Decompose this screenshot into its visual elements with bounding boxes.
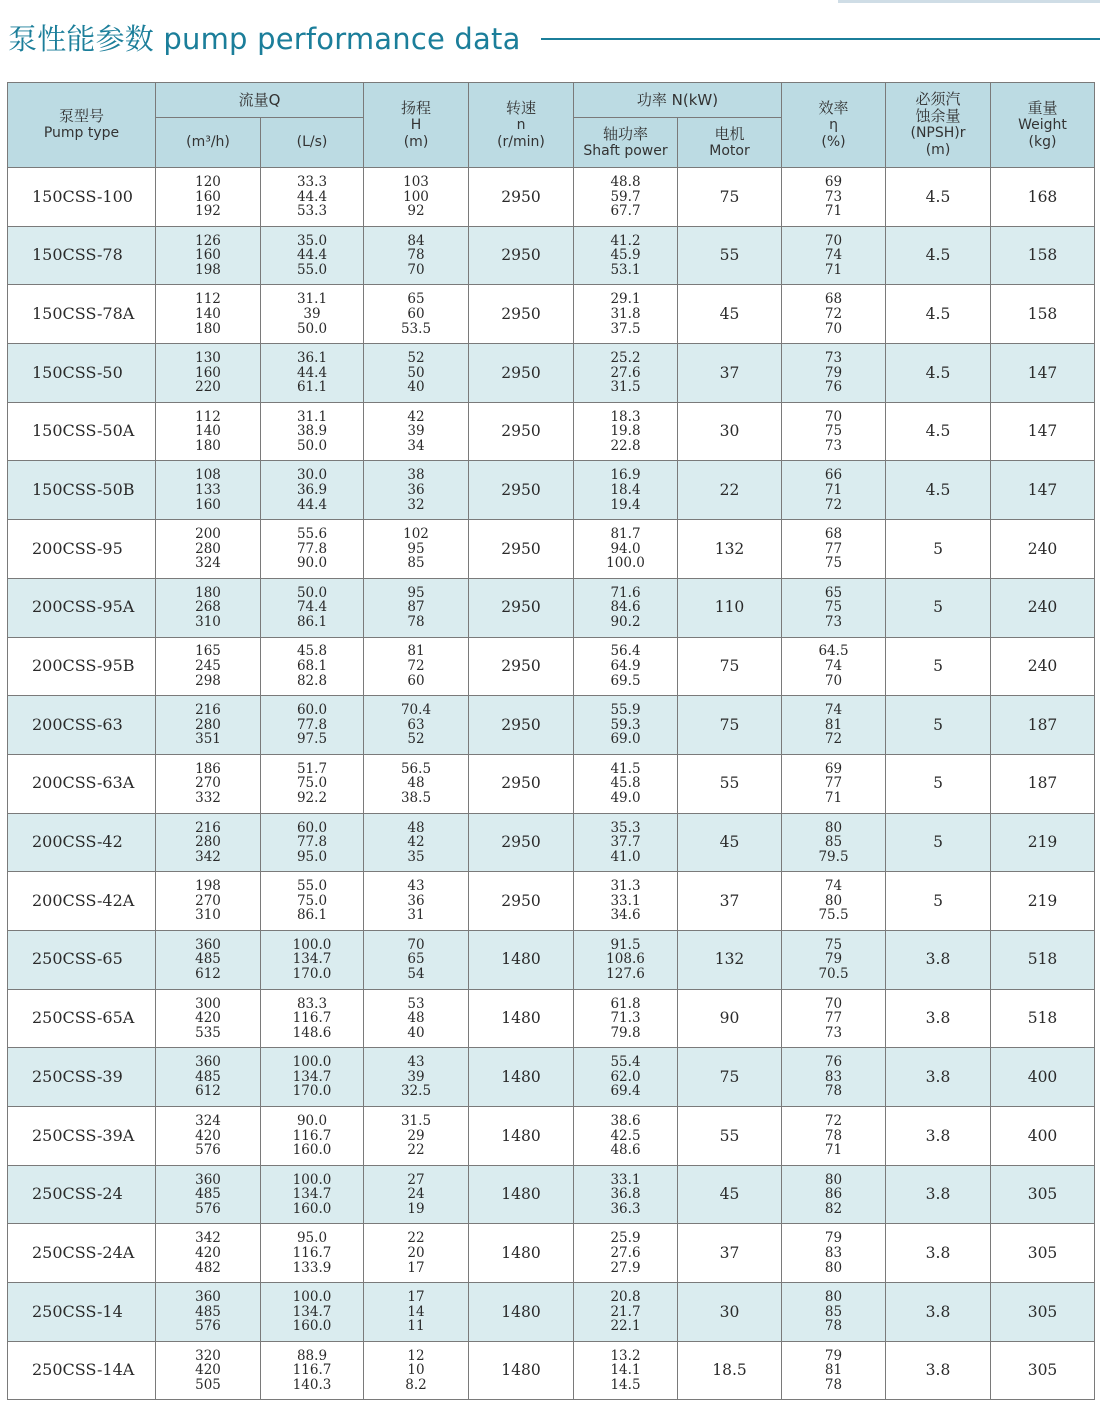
table-row <box>8 226 1095 285</box>
cell-head: 84 78 70 <box>364 226 469 285</box>
cell-efficiency: 68 77 75 <box>782 520 886 579</box>
cell-motor: 45 <box>678 285 782 344</box>
cell-motor: 30 <box>678 402 782 461</box>
header-pump-type: 泵型号 Pump type <box>8 83 156 168</box>
cell-motor: 37 <box>678 872 782 931</box>
cell-npsh: 4.5 <box>886 168 991 227</box>
cell-efficiency: 64.5 74 70 <box>782 637 886 696</box>
cell-flow-m3h: 342 420 482 <box>156 1224 261 1283</box>
cell-flow-m3h: 165 245 298 <box>156 637 261 696</box>
cell-shaft-power: 61.8 71.3 79.8 <box>574 989 678 1048</box>
title-rule <box>541 38 1100 40</box>
header-speed: 转速 n (r/min) <box>469 83 574 168</box>
cell-speed: 2950 <box>469 402 574 461</box>
cell-flow-m3h: 120 160 192 <box>156 168 261 227</box>
cell-efficiency: 76 83 78 <box>782 1048 886 1107</box>
cell-npsh: 3.8 <box>886 1283 991 1342</box>
cell-flow-m3h: 216 280 342 <box>156 813 261 872</box>
cell-motor: 75 <box>678 168 782 227</box>
cell-flow-ls: 30.0 36.9 44.4 <box>261 461 364 520</box>
cell-shaft-power: 25.9 27.6 27.9 <box>574 1224 678 1283</box>
cell-head: 17 14 11 <box>364 1283 469 1342</box>
cell-efficiency: 72 78 71 <box>782 1107 886 1166</box>
cell-npsh: 3.8 <box>886 1165 991 1224</box>
table-row <box>8 285 1095 344</box>
cell-model: 250CSS-14 <box>8 1283 156 1342</box>
table-row <box>8 1224 1095 1283</box>
cell-npsh: 5 <box>886 637 991 696</box>
top-accent-bar <box>838 0 1100 3</box>
cell-weight: 400 <box>991 1048 1095 1107</box>
cell-weight: 305 <box>991 1224 1095 1283</box>
cell-speed: 2950 <box>469 696 574 755</box>
cell-motor: 37 <box>678 344 782 403</box>
cell-shaft-power: 91.5 108.6 127.6 <box>574 930 678 989</box>
cell-model: 150CSS-78 <box>8 226 156 285</box>
cell-flow-m3h: 180 268 310 <box>156 578 261 637</box>
cell-npsh: 4.5 <box>886 344 991 403</box>
cell-efficiency: 80 85 78 <box>782 1283 886 1342</box>
table-row <box>8 402 1095 461</box>
cell-flow-ls: 55.6 77.8 90.0 <box>261 520 364 579</box>
cell-weight: 240 <box>991 578 1095 637</box>
cell-flow-m3h: 324 420 576 <box>156 1107 261 1166</box>
cell-speed: 2950 <box>469 520 574 579</box>
cell-model: 200CSS-95B <box>8 637 156 696</box>
cell-motor: 22 <box>678 461 782 520</box>
cell-flow-ls: 55.0 75.0 86.1 <box>261 872 364 931</box>
cell-flow-m3h: 198 270 310 <box>156 872 261 931</box>
cell-weight: 219 <box>991 813 1095 872</box>
cell-weight: 305 <box>991 1341 1095 1400</box>
cell-weight: 219 <box>991 872 1095 931</box>
table-row <box>8 520 1095 579</box>
cell-speed: 1480 <box>469 1224 574 1283</box>
cell-efficiency: 66 71 72 <box>782 461 886 520</box>
cell-shaft-power: 20.8 21.7 22.1 <box>574 1283 678 1342</box>
cell-speed: 2950 <box>469 872 574 931</box>
header-head: 扬程 H (m) <box>364 83 469 168</box>
table-row <box>8 813 1095 872</box>
table-row <box>8 872 1095 931</box>
table-row <box>8 989 1095 1048</box>
table-row <box>8 1107 1095 1166</box>
table-row <box>8 1341 1095 1400</box>
cell-npsh: 5 <box>886 578 991 637</box>
cell-model: 150CSS-78A <box>8 285 156 344</box>
cell-speed: 1480 <box>469 1107 574 1166</box>
cell-motor: 75 <box>678 1048 782 1107</box>
cell-efficiency: 74 81 72 <box>782 696 886 755</box>
table-row <box>8 930 1095 989</box>
cell-speed: 1480 <box>469 1283 574 1342</box>
header-weight: 重量 Weight (kg) <box>991 83 1095 168</box>
table-row <box>8 696 1095 755</box>
cell-head: 31.5 29 22 <box>364 1107 469 1166</box>
cell-speed: 1480 <box>469 1048 574 1107</box>
cell-speed: 2950 <box>469 754 574 813</box>
cell-shaft-power: 29.1 31.8 37.5 <box>574 285 678 344</box>
cell-speed: 2950 <box>469 226 574 285</box>
table-row <box>8 754 1095 813</box>
cell-motor: 45 <box>678 1165 782 1224</box>
cell-efficiency: 80 86 82 <box>782 1165 886 1224</box>
cell-model: 200CSS-42A <box>8 872 156 931</box>
cell-flow-m3h: 300 420 535 <box>156 989 261 1048</box>
cell-head: 43 39 32.5 <box>364 1048 469 1107</box>
cell-motor: 55 <box>678 754 782 813</box>
cell-flow-ls: 100.0 134.7 170.0 <box>261 930 364 989</box>
cell-weight: 305 <box>991 1165 1095 1224</box>
cell-npsh: 3.8 <box>886 1048 991 1107</box>
cell-flow-ls: 45.8 68.1 82.8 <box>261 637 364 696</box>
cell-efficiency: 70 75 73 <box>782 402 886 461</box>
cell-npsh: 4.5 <box>886 402 991 461</box>
cell-model: 250CSS-14A <box>8 1341 156 1400</box>
cell-shaft-power: 13.2 14.1 14.5 <box>574 1341 678 1400</box>
cell-speed: 2950 <box>469 168 574 227</box>
cell-head: 12 10 8.2 <box>364 1341 469 1400</box>
cell-flow-m3h: 112 140 180 <box>156 402 261 461</box>
cell-weight: 187 <box>991 696 1095 755</box>
cell-efficiency: 74 80 75.5 <box>782 872 886 931</box>
pump-performance-table <box>7 82 1095 1400</box>
cell-motor: 55 <box>678 1107 782 1166</box>
cell-weight: 158 <box>991 226 1095 285</box>
cell-shaft-power: 38.6 42.5 48.6 <box>574 1107 678 1166</box>
cell-shaft-power: 41.5 45.8 49.0 <box>574 754 678 813</box>
cell-weight: 240 <box>991 637 1095 696</box>
cell-flow-ls: 50.0 74.4 86.1 <box>261 578 364 637</box>
cell-motor: 75 <box>678 637 782 696</box>
cell-speed: 2950 <box>469 344 574 403</box>
cell-shaft-power: 41.2 45.9 53.1 <box>574 226 678 285</box>
cell-npsh: 5 <box>886 872 991 931</box>
cell-head: 53 48 40 <box>364 989 469 1048</box>
cell-motor: 132 <box>678 930 782 989</box>
cell-shaft-power: 18.3 19.8 22.8 <box>574 402 678 461</box>
header-power: 功率 N(kW) <box>574 83 782 118</box>
cell-head: 56.5 48 38.5 <box>364 754 469 813</box>
cell-efficiency: 69 77 71 <box>782 754 886 813</box>
cell-head: 22 20 17 <box>364 1224 469 1283</box>
cell-speed: 1480 <box>469 930 574 989</box>
cell-efficiency: 80 85 79.5 <box>782 813 886 872</box>
cell-shaft-power: 71.6 84.6 90.2 <box>574 578 678 637</box>
cell-head: 70 65 54 <box>364 930 469 989</box>
cell-flow-m3h: 186 270 332 <box>156 754 261 813</box>
cell-weight: 518 <box>991 989 1095 1048</box>
cell-flow-m3h: 360 485 576 <box>156 1165 261 1224</box>
cell-model: 150CSS-100 <box>8 168 156 227</box>
cell-weight: 147 <box>991 344 1095 403</box>
cell-flow-ls: 90.0 116.7 160.0 <box>261 1107 364 1166</box>
cell-shaft-power: 35.3 37.7 41.0 <box>574 813 678 872</box>
cell-motor: 55 <box>678 226 782 285</box>
cell-flow-ls: 88.9 116.7 140.3 <box>261 1341 364 1400</box>
cell-flow-m3h: 200 280 324 <box>156 520 261 579</box>
cell-head: 81 72 60 <box>364 637 469 696</box>
cell-npsh: 3.8 <box>886 930 991 989</box>
cell-shaft-power: 33.1 36.8 36.3 <box>574 1165 678 1224</box>
table-body <box>8 168 1095 1400</box>
cell-model: 250CSS-24 <box>8 1165 156 1224</box>
cell-head: 103 100 92 <box>364 168 469 227</box>
header-flow: 流量Q <box>156 83 364 118</box>
cell-weight: 518 <box>991 930 1095 989</box>
cell-flow-ls: 35.0 44.4 55.0 <box>261 226 364 285</box>
cell-head: 27 24 19 <box>364 1165 469 1224</box>
cell-speed: 1480 <box>469 1165 574 1224</box>
cell-model: 150CSS-50A <box>8 402 156 461</box>
cell-model: 150CSS-50 <box>8 344 156 403</box>
cell-npsh: 3.8 <box>886 1224 991 1283</box>
cell-flow-m3h: 126 160 198 <box>156 226 261 285</box>
cell-npsh: 5 <box>886 520 991 579</box>
cell-efficiency: 69 73 71 <box>782 168 886 227</box>
cell-flow-ls: 95.0 116.7 133.9 <box>261 1224 364 1283</box>
header-shaft-power: 轴功率 Shaft power <box>574 118 678 168</box>
cell-efficiency: 70 74 71 <box>782 226 886 285</box>
cell-speed: 2950 <box>469 578 574 637</box>
cell-npsh: 5 <box>886 813 991 872</box>
header-flow-m3h: (m³/h) <box>156 118 261 168</box>
cell-flow-ls: 51.7 75.0 92.2 <box>261 754 364 813</box>
cell-speed: 2950 <box>469 285 574 344</box>
cell-weight: 158 <box>991 285 1095 344</box>
cell-head: 65 60 53.5 <box>364 285 469 344</box>
cell-flow-m3h: 360 485 576 <box>156 1283 261 1342</box>
cell-npsh: 4.5 <box>886 226 991 285</box>
page-title: 泵性能参数 pump performance data <box>8 21 521 56</box>
cell-npsh: 5 <box>886 754 991 813</box>
header-flow-ls: (L/s) <box>261 118 364 168</box>
cell-model: 150CSS-50B <box>8 461 156 520</box>
cell-speed: 2950 <box>469 813 574 872</box>
header-motor: 电机 Motor <box>678 118 782 168</box>
cell-flow-ls: 100.0 134.7 170.0 <box>261 1048 364 1107</box>
cell-flow-ls: 60.0 77.8 95.0 <box>261 813 364 872</box>
cell-flow-ls: 31.1 39 50.0 <box>261 285 364 344</box>
cell-model: 200CSS-42 <box>8 813 156 872</box>
cell-head: 48 42 35 <box>364 813 469 872</box>
cell-flow-m3h: 108 133 160 <box>156 461 261 520</box>
cell-npsh: 3.8 <box>886 1341 991 1400</box>
cell-npsh: 4.5 <box>886 461 991 520</box>
cell-model: 200CSS-63 <box>8 696 156 755</box>
cell-efficiency: 79 83 80 <box>782 1224 886 1283</box>
cell-speed: 1480 <box>469 1341 574 1400</box>
cell-motor: 45 <box>678 813 782 872</box>
cell-motor: 90 <box>678 989 782 1048</box>
table-row <box>8 578 1095 637</box>
cell-flow-ls: 100.0 134.7 160.0 <box>261 1165 364 1224</box>
cell-npsh: 4.5 <box>886 285 991 344</box>
cell-shaft-power: 25.2 27.6 31.5 <box>574 344 678 403</box>
cell-head: 43 36 31 <box>364 872 469 931</box>
cell-model: 250CSS-39 <box>8 1048 156 1107</box>
cell-motor: 37 <box>678 1224 782 1283</box>
cell-head: 95 87 78 <box>364 578 469 637</box>
cell-shaft-power: 55.9 59.3 69.0 <box>574 696 678 755</box>
cell-shaft-power: 31.3 33.1 34.6 <box>574 872 678 931</box>
cell-shaft-power: 81.7 94.0 100.0 <box>574 520 678 579</box>
cell-model: 250CSS-65 <box>8 930 156 989</box>
cell-flow-ls: 36.1 44.4 61.1 <box>261 344 364 403</box>
cell-model: 200CSS-95A <box>8 578 156 637</box>
cell-speed: 1480 <box>469 989 574 1048</box>
cell-head: 52 50 40 <box>364 344 469 403</box>
cell-model: 200CSS-63A <box>8 754 156 813</box>
cell-motor: 30 <box>678 1283 782 1342</box>
cell-model: 250CSS-39A <box>8 1107 156 1166</box>
cell-speed: 2950 <box>469 637 574 696</box>
cell-weight: 147 <box>991 402 1095 461</box>
header-efficiency: 效率 η (%) <box>782 83 886 168</box>
table-row <box>8 461 1095 520</box>
table-row <box>8 168 1095 227</box>
cell-efficiency: 65 75 73 <box>782 578 886 637</box>
cell-motor: 75 <box>678 696 782 755</box>
cell-flow-ls: 100.0 134.7 160.0 <box>261 1283 364 1342</box>
cell-motor: 110 <box>678 578 782 637</box>
cell-motor: 132 <box>678 520 782 579</box>
cell-head: 102 95 85 <box>364 520 469 579</box>
table-row <box>8 1283 1095 1342</box>
cell-weight: 168 <box>991 168 1095 227</box>
cell-efficiency: 70 77 73 <box>782 989 886 1048</box>
cell-flow-ls: 31.1 38.9 50.0 <box>261 402 364 461</box>
cell-efficiency: 68 72 70 <box>782 285 886 344</box>
table-row <box>8 344 1095 403</box>
cell-model: 200CSS-95 <box>8 520 156 579</box>
cell-flow-m3h: 360 485 612 <box>156 1048 261 1107</box>
cell-weight: 305 <box>991 1283 1095 1342</box>
cell-npsh: 3.8 <box>886 989 991 1048</box>
cell-head: 42 39 34 <box>364 402 469 461</box>
cell-flow-m3h: 216 280 351 <box>156 696 261 755</box>
page-header <box>8 14 1100 60</box>
cell-efficiency: 75 79 70.5 <box>782 930 886 989</box>
cell-flow-ls: 33.3 44.4 53.3 <box>261 168 364 227</box>
cell-flow-m3h: 320 420 505 <box>156 1341 261 1400</box>
cell-weight: 147 <box>991 461 1095 520</box>
table-header <box>8 83 1095 168</box>
cell-weight: 187 <box>991 754 1095 813</box>
cell-efficiency: 79 81 78 <box>782 1341 886 1400</box>
cell-flow-ls: 83.3 116.7 148.6 <box>261 989 364 1048</box>
cell-head: 38 36 32 <box>364 461 469 520</box>
cell-head: 70.4 63 52 <box>364 696 469 755</box>
cell-speed: 2950 <box>469 461 574 520</box>
cell-model: 250CSS-65A <box>8 989 156 1048</box>
cell-motor: 18.5 <box>678 1341 782 1400</box>
table-row <box>8 637 1095 696</box>
header-npsh: 必须汽 蚀余量 (NPSH)r (m) <box>886 83 991 168</box>
cell-flow-ls: 60.0 77.8 97.5 <box>261 696 364 755</box>
cell-npsh: 5 <box>886 696 991 755</box>
cell-shaft-power: 48.8 59.7 67.7 <box>574 168 678 227</box>
cell-shaft-power: 16.9 18.4 19.4 <box>574 461 678 520</box>
cell-flow-m3h: 112 140 180 <box>156 285 261 344</box>
cell-shaft-power: 56.4 64.9 69.5 <box>574 637 678 696</box>
cell-flow-m3h: 360 485 612 <box>156 930 261 989</box>
cell-weight: 400 <box>991 1107 1095 1166</box>
cell-weight: 240 <box>991 520 1095 579</box>
cell-shaft-power: 55.4 62.0 69.4 <box>574 1048 678 1107</box>
cell-model: 250CSS-24A <box>8 1224 156 1283</box>
cell-flow-m3h: 130 160 220 <box>156 344 261 403</box>
table-row <box>8 1048 1095 1107</box>
cell-efficiency: 73 79 76 <box>782 344 886 403</box>
cell-npsh: 3.8 <box>886 1107 991 1166</box>
table-row <box>8 1165 1095 1224</box>
